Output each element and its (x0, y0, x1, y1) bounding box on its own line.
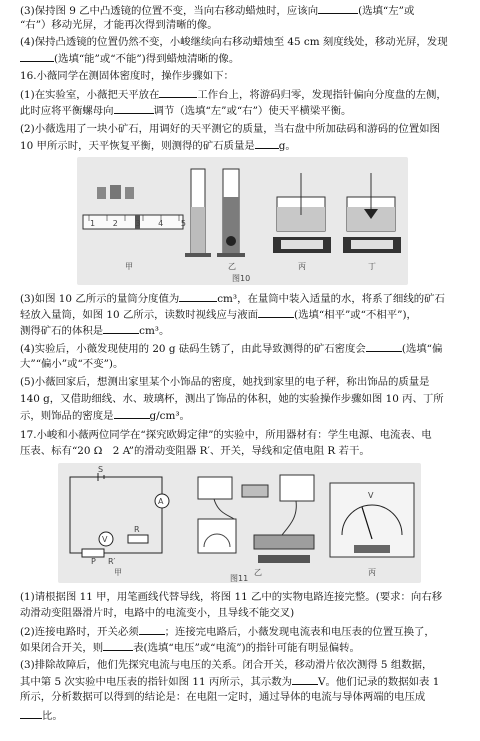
rheostat-label: R′ (108, 557, 116, 566)
fig10-label-jia: 甲 (125, 262, 133, 271)
q15-part4-line1: (4)保持凸透镜的位置仍然不变，小峻继续向右移动蜡烛至 45 cm 刻度线处，移动光屏，发现 (20, 36, 448, 48)
q17-part3-line1: (3)排除故障后，他们先探究电流与电压的关系。闭合开关，移动滑片依次测得 5 组数据， (20, 659, 433, 671)
q16-title: 16.小薇同学在测固体密度时，操作步骤如下： (20, 70, 234, 82)
q16-part1-line1: (1)在实验室，小薇把天平放在 工作台上，将游码归零，发现指针偏向分度盘的左侧， (20, 89, 447, 101)
q16-part3-line2: 轻放入量筒，如图 10 乙所示，读数时视线应与液面 (选填“相平”或“不相平”)， (20, 309, 417, 321)
q17-part1-line1: (1)请根据图 11 甲，用笔画线代替导线，将图 11 乙中的实物电路连接完整。(要求：向右移 (20, 591, 443, 603)
answer-blank[interactable] (255, 138, 279, 149)
ammeter-symbol-label: A (158, 497, 164, 506)
figure-11 (58, 463, 421, 583)
figure-10 (77, 157, 408, 285)
switch-label: S (98, 465, 104, 474)
answer-blank[interactable] (159, 87, 197, 98)
slider-label: P (91, 557, 96, 566)
answer-blank[interactable] (103, 323, 139, 334)
fig10-label-yi: 乙 (228, 262, 236, 271)
fig10-caption: 图10 (232, 274, 251, 283)
answer-blank[interactable] (20, 51, 54, 62)
dial-unit-label: V (368, 491, 374, 500)
measuring-cylinders (185, 169, 245, 257)
electronic-balance-c (273, 173, 331, 253)
q16-part3-line3: 测得矿石的体积是 cm³。 (20, 325, 170, 337)
q15-part3-line1: (3)保持图 9 乙中凸透镜的位置不变，当向右移动蜡烛时，应该向 (选填“左”或 (20, 5, 415, 17)
resistor-label: R (134, 525, 140, 534)
answer-blank[interactable] (114, 408, 150, 419)
q16-part1-line2: 此时应将平衡螺母向 调节（选填“左”或“右”）使天平横梁平衡。 (20, 105, 352, 117)
q17-part3-line2: 其中第 5 次实验中电压表的指针如图 11 丙所示，其示数为 V。他们记录的数据如表 1 (20, 676, 440, 688)
scale-digits: 1 2 3 4 5 (90, 219, 186, 228)
q17-part2-line2: 如果闭合开关，则 表(选填“电压”或“电流”)的指针可能有明显偏转。 (20, 642, 360, 654)
fig11-label-jia: 甲 (114, 568, 122, 577)
circuit-diagram (70, 473, 169, 557)
answer-blank[interactable] (103, 640, 133, 651)
fig10-label-bing: 丙 (298, 262, 306, 271)
answer-blank[interactable] (114, 103, 154, 114)
q17-part3-line4: 比。 (20, 708, 63, 723)
answer-blank[interactable] (366, 341, 402, 352)
electronic-balance-d (343, 173, 401, 253)
answer-blank[interactable] (20, 708, 42, 719)
q15-part3-line2: “右”）移动光屏，才能再次得到清晰的像。 (20, 19, 218, 31)
q15-part4-line2: (选填“能”或“不能”)得到蜡烛清晰的像。 (20, 51, 239, 66)
answer-blank[interactable] (318, 3, 358, 14)
answer-blank[interactable] (139, 624, 165, 635)
q16-part2-line2: 10 甲所示时，天平恢复平衡，则测得的矿石质量是 g。 (20, 140, 296, 152)
q17-part3-line3: 所示，分析数据可以得到的结论是：在电阻一定时，通过导体的电流与导体两端的电压成 (20, 691, 426, 703)
fig11-label-bing: 丙 (368, 568, 376, 577)
q17-part1-line2: 动滑动变阻器滑片时，电路中的电流变小，且导线不能交叉) (20, 607, 295, 619)
fig10-label-ding: 丁 (368, 262, 376, 271)
q17-part2-line1: (2)连接电路时，开关必须 ；连接完电路后，小薇发现电流表和电压表的位置互换了， (20, 626, 435, 638)
q17-intro-line2: 压表、标有“20 Ω 2 A”的滑动变阻器 R′、开关，导线和定值电阻 R 若干。 (20, 445, 370, 457)
fig11-label-yi: 乙 (254, 568, 262, 577)
q16-part5-line2: 140 g，又借助细线、水、玻璃杯，测出了饰品的体积，她的实验操作步骤如图 10 丙、丁所 (20, 393, 444, 405)
q17-intro-line1: 17.小峻和小薇两位同学在“探究欧姆定律”的实验中，所用器材有：学生电源、电流表、电 (20, 429, 432, 441)
physical-circuit (198, 475, 314, 563)
answer-blank[interactable] (292, 674, 318, 685)
voltmeter-symbol-label: V (102, 535, 108, 544)
q16-part2-line1: (2)小薇选用了一块小矿石，用调好的天平测它的质量，当右盘中所加砝码和游码的位置如图 (20, 123, 440, 135)
q16-part5-line3: 示，则饰品的密度是 g/cm³。 (20, 410, 190, 422)
fig11-caption: 图11 (230, 574, 249, 583)
q16-part3-line1: (3)如图 10 乙所示的量筒分度值为 cm³，在量筒中装入适量的水，将系了细线的矿石 (20, 293, 445, 305)
answer-blank[interactable] (179, 291, 217, 302)
q16-part4-line1: (4)实验后，小薇发现使用的 20 g 砝码生锈了，由此导致测得的矿石密度会 (选填“偏 (20, 343, 443, 355)
q16-part5-line1: (5)小薇回家后，想测出家里某个小饰品的密度，她找到家里的电子秤，称出饰品的质量是 (20, 376, 430, 388)
q16-part4-line2: 大”“偏小”或“不变”)。 (20, 358, 124, 370)
answer-blank[interactable] (258, 307, 294, 318)
